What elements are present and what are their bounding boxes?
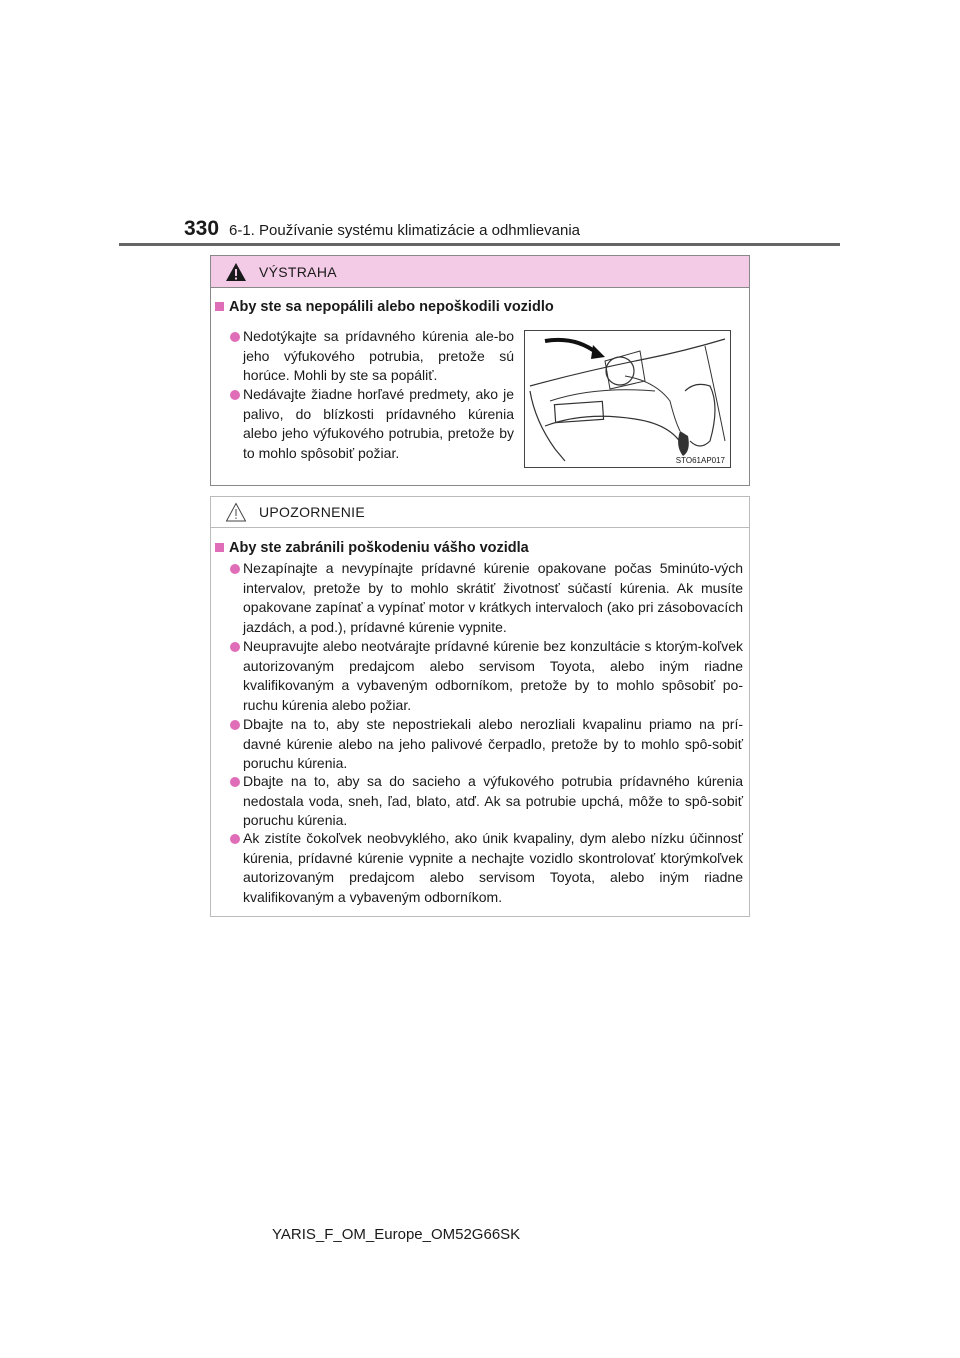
warning-triangle-icon: [225, 262, 247, 282]
warning-bullet-1: Nedotýkajte sa prídavného kúrenia ale-bo jeho výfukového potrubia, pretože sú horúce. Mohli by ste sa popáliť.: [243, 327, 514, 386]
warning-header: [211, 256, 749, 288]
caution-bullet-5: Ak zistíte čokoľvek neobvyklého, ako únik kvapaliny, dym alebo nízku účinnosť kúrenia, prídavné kúrenie vypnite a nechajte vozidlo skontrolovať ktorýmkoľvek autorizovaným predajcom alebo servisom Toyota, alebo iným riadne kvalifikovaným a vybaveným odborníkom.: [243, 829, 743, 907]
bullet-dot-icon: [230, 834, 240, 844]
page-number: 330: [184, 217, 220, 240]
caution-bullet-3: Dbajte na to, aby ste nepostriekali alebo nerozliali kvapalinu priamo na prí-davné kúrenie alebo na jeho palivové čerpadlo, pretože by to mohlo spô-sobiť poruchu kúrenia.: [243, 715, 743, 774]
caution-header: [211, 497, 749, 528]
square-bullet-icon: [215, 543, 224, 552]
warning-heading: Aby ste sa nepopálili alebo nepoškodili vozidlo: [215, 299, 554, 315]
bullet-dot-icon: [230, 642, 240, 652]
square-bullet-icon: [215, 302, 224, 311]
warning-label: VÝSTRAHA: [259, 263, 337, 280]
caution-bullet-1: Nezapínajte a nevypínajte prídavné kúrenie opakovane počas 5minúto-vých intervalov, pretože by to mohlo skrátiť životnosť súčastí kúrenia. Ak musíte opakovane zapínať a vypínať motor v krátkych intervaloch (ako pri zásobovacích jazdách, a pod.), prídavné kúrenie vypnite.: [243, 559, 743, 637]
caution-label: UPOZORNENIE: [259, 504, 365, 520]
document-id: YARIS_F_OM_Europe_OM52G66SK: [272, 1226, 521, 1243]
bullet-dot-icon: [230, 720, 240, 730]
bullet-dot-icon: [230, 777, 240, 787]
section-title: 6-1. Používanie systému klimatizácie a odhmlievania: [229, 222, 580, 239]
figure-code: STO61AP017: [675, 456, 725, 465]
caution-triangle-icon: [225, 502, 247, 522]
bullet-dot-icon: [230, 564, 240, 574]
heater-exhaust-illustration: [524, 330, 731, 468]
bullet-dot-icon: [230, 390, 240, 400]
header-rule: [119, 243, 840, 246]
caution-bullet-2: Neupravujte alebo neotvárajte prídavné kúrenie bez konzultácie s ktorým-koľvek autorizovaným predajcom alebo servisom Toyota, alebo iným riadne kvalifikovaným a vybaveným odborníkom, pretože by to mohlo spôsobiť po-ruchu kúrenia alebo požiar.: [243, 637, 743, 715]
bullet-dot-icon: [230, 332, 240, 342]
warning-bullet-2: Nedávajte žiadne horľavé predmety, ako je palivo, do blízkosti prídavného kúrenia alebo jeho výfukového potrubia, pretože by to mohlo spôsobiť požiar.: [243, 385, 514, 463]
car-front-heater-icon: [525, 331, 730, 467]
caution-bullet-4: Dbajte na to, aby sa do sacieho a výfukového potrubia prídavného kúrenia nedostala voda, sneh, ľad, blato, atď. Ak sa potrubie upchá, môže to spô-sobiť poruchu kúrenia.: [243, 772, 743, 831]
caution-heading: Aby ste zabránili poškodeniu vášho vozidla: [215, 540, 529, 556]
